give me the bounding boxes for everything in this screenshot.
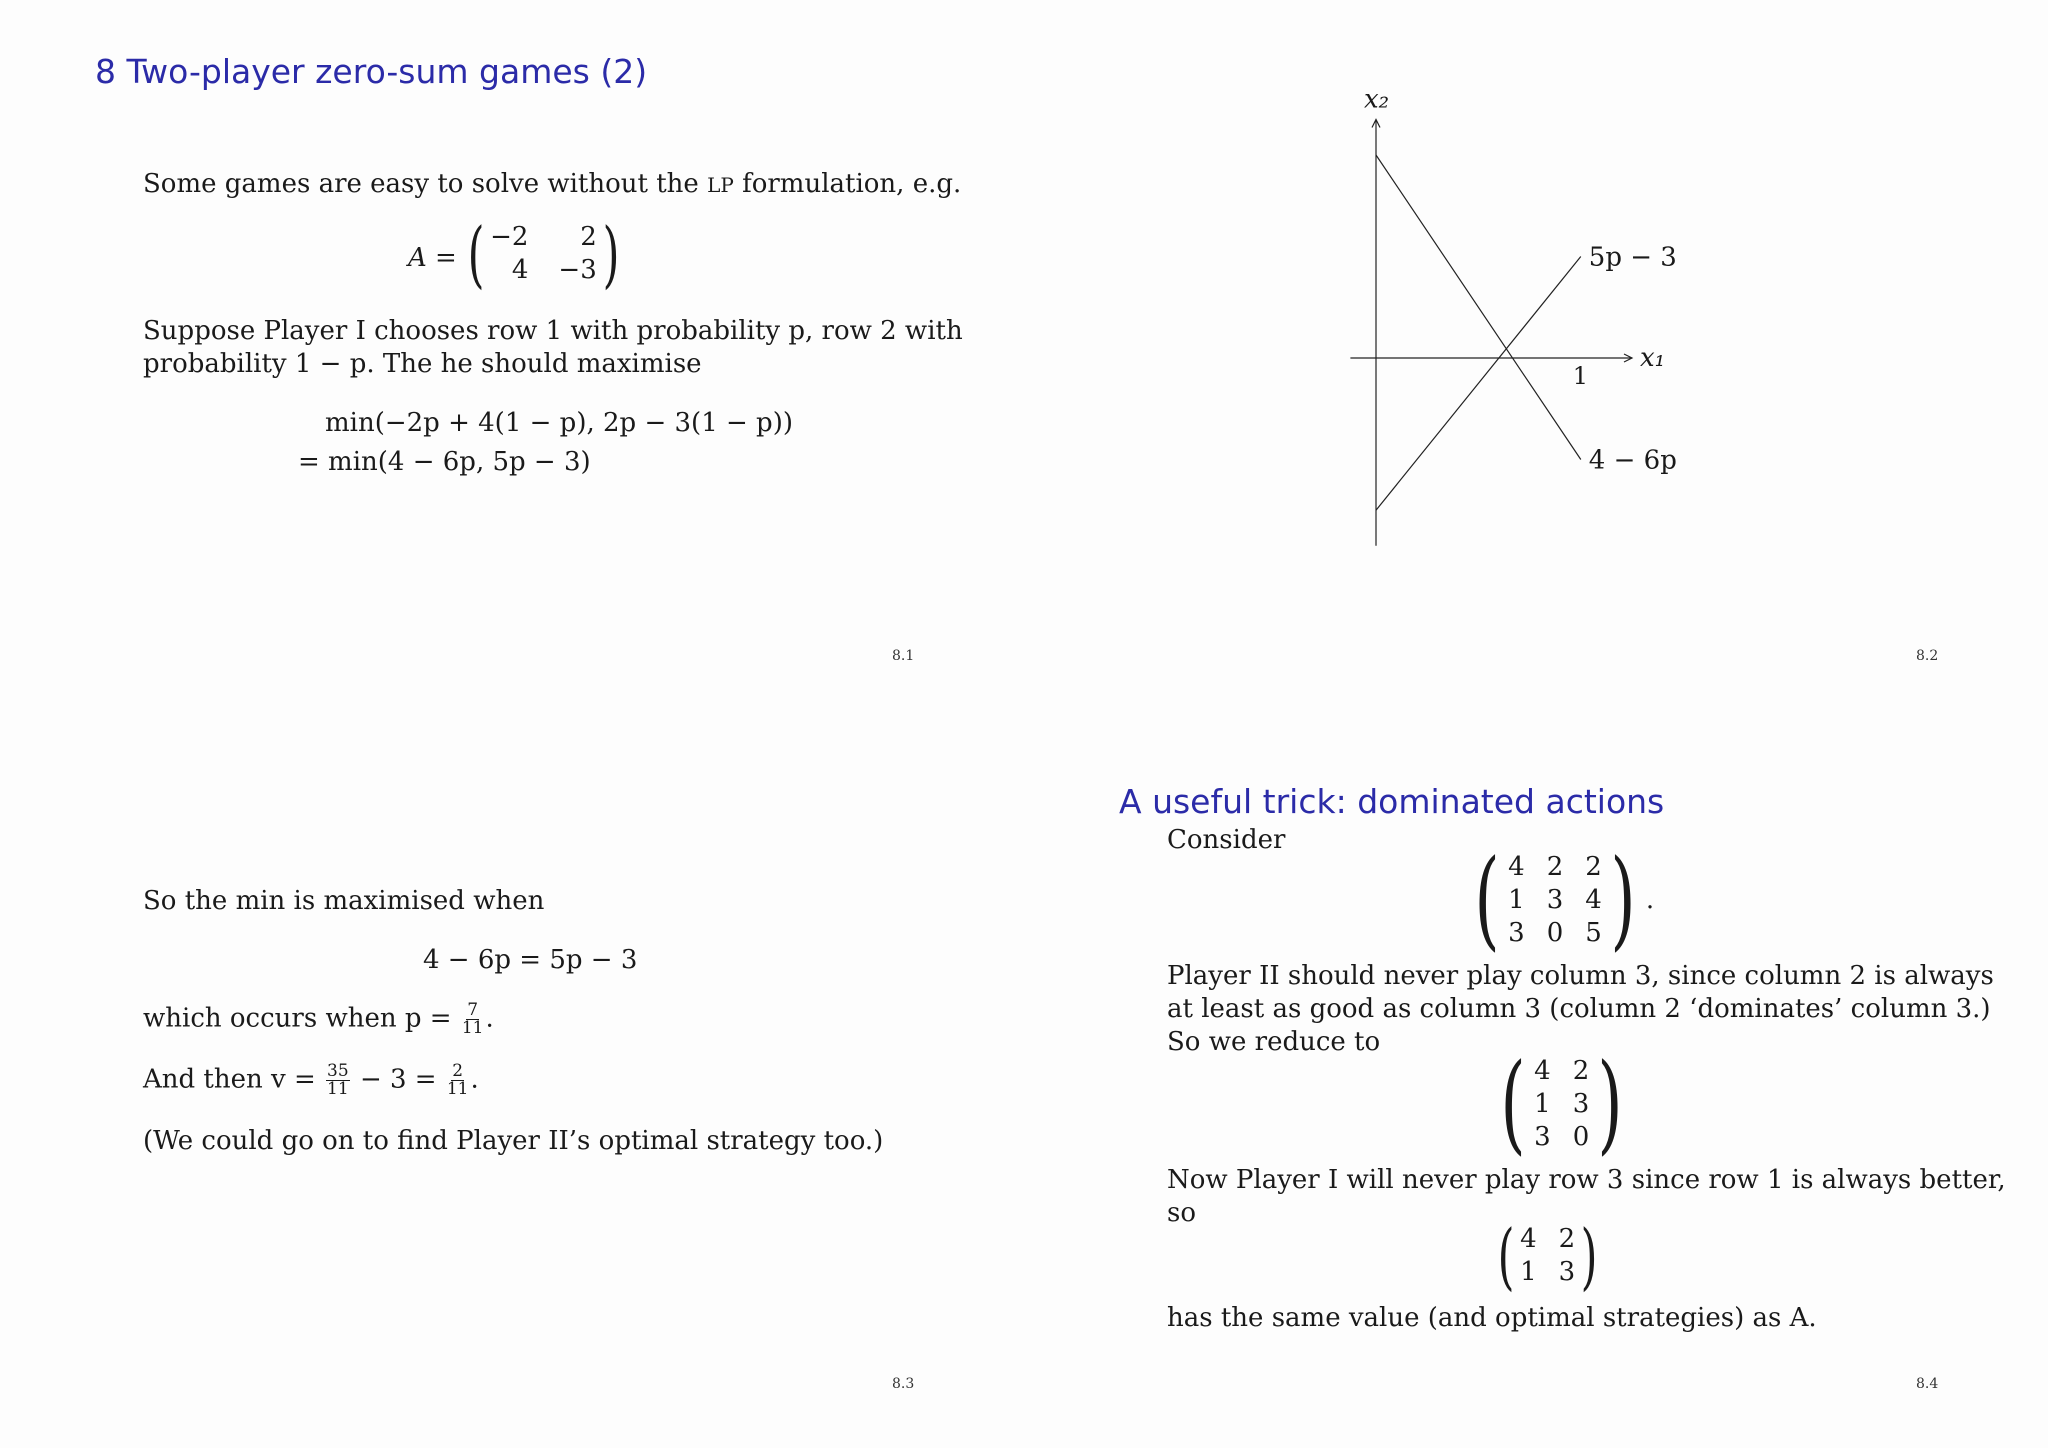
suppose-line-1: Suppose Player I chooses row 1 with probability p, row 2 with (143, 316, 963, 346)
matrix-cell: 0 (1546, 917, 1564, 948)
equation-2: = min(4 − 6p, 5p − 3) (298, 447, 591, 477)
matrix-cell: 4 (511, 255, 529, 285)
matrix-cell: 3 (1508, 917, 1525, 948)
para1-line-1: Player II should never play column 3, since column 2 is always (1167, 961, 1994, 991)
intro-a: Some games are easy to solve without the (143, 169, 708, 199)
minus-three: − 3 = (359, 1064, 437, 1095)
occurs-line: which occurs when p = $\frac{7}{11}$ . (143, 1000, 494, 1038)
matrix-cell: 4 (1508, 851, 1525, 882)
slide-8-4 (1024, 724, 2048, 1448)
matrix-a-grid (490, 221, 597, 287)
value-line: And then v = $\frac{35}{11}$ − 3 = $\frac{2}{11}$ . (143, 1061, 479, 1099)
x-tick-label: 1 (1572, 362, 1589, 390)
final-remark: (We could go on to find Player II’s optimal strategy too.) (143, 1126, 884, 1156)
left-paren: ( (1500, 1041, 1526, 1166)
matrix-cell: 0 (1572, 1121, 1590, 1152)
v-denominator: 11 (327, 1079, 349, 1099)
series-label-1: 5p − 3 (1588, 242, 1677, 273)
matrix-cell: 2 (1558, 1224, 1576, 1254)
matrix-cell: 4 (1534, 1055, 1551, 1086)
intro-text (143, 168, 961, 202)
v-fraction (326, 1063, 350, 1098)
matrix-cell: −3 (558, 255, 597, 285)
payoff-chart (1024, 0, 2048, 724)
lp-abbrev: LP (707, 173, 734, 197)
result-numerator: 2 (452, 1061, 464, 1081)
slide-title: A useful trick: dominated actions (1119, 782, 1665, 821)
matrix-2 (1492, 1041, 1631, 1166)
series-label-2: 4 − 6p (1588, 445, 1677, 476)
matrix-1 (1466, 837, 1655, 962)
left-paren: ( (1497, 1214, 1515, 1298)
matrix-cell: 1 (1520, 1257, 1537, 1287)
series-line-2 (1376, 155, 1581, 460)
para1-line-3: So we reduce to (1167, 1027, 1381, 1057)
matrix-3-grid (1520, 1223, 1575, 1289)
occurs-prefix: which occurs when p = (143, 1003, 452, 1034)
slide-8-3 (0, 724, 1024, 1448)
matrix-cell: 3 (1558, 1257, 1576, 1287)
p-numerator: 7 (467, 1000, 479, 1020)
matrix-2-grid (1534, 1055, 1589, 1154)
matrix-cell: 2 (580, 222, 597, 252)
matrix-cell: 1 (1508, 884, 1525, 915)
min-maximised-text: So the min is maximised when (143, 886, 545, 916)
right-paren: ) (1597, 1041, 1623, 1166)
v-numerator: 35 (327, 1061, 349, 1081)
page-number: 8.1 (892, 648, 915, 664)
matrix-cell: 2 (1572, 1055, 1590, 1086)
matrix-cell: 3 (1534, 1121, 1551, 1152)
p-fraction (462, 1002, 484, 1037)
p-denominator: 11 (461, 1018, 484, 1038)
matrix-cell: 3 (1546, 884, 1564, 915)
para1-line-2: at least as good as column 3 (column 2 ‘dominates’ column 3.) (1167, 994, 1991, 1024)
matrix-cell: 2 (1585, 851, 1602, 882)
left-paren: ( (1474, 837, 1500, 962)
suppose-line-2: probability 1 − p. The he should maximise (143, 349, 702, 379)
left-paren: ( (467, 212, 485, 296)
matrix-cell: 2 (1546, 851, 1564, 882)
matrix-cell: 3 (1572, 1088, 1590, 1119)
page-number: 8.2 (1916, 648, 1939, 664)
matrix-period: . (1645, 885, 1655, 915)
final-text: has the same value (and optimal strategies) as A. (1167, 1303, 1817, 1333)
slide-8-1 (0, 0, 1024, 724)
matrix-cell: −2 (490, 222, 529, 252)
matrix-cell: 5 (1585, 917, 1602, 948)
right-paren: ) (602, 212, 620, 296)
page-number: 8.3 (892, 1376, 915, 1392)
intro-b: formulation, e.g. (733, 169, 962, 199)
slide-title: 8 Two-player zero-sum games (2) (95, 52, 648, 91)
result-denominator: 11 (446, 1079, 469, 1099)
series-line-1 (1376, 257, 1581, 511)
matrix-cell: 4 (1520, 1224, 1537, 1254)
y-axis-label: x₂ (1364, 84, 1390, 115)
matrix-a (462, 212, 625, 296)
right-paren: ) (1580, 1214, 1598, 1298)
matrix-3 (1492, 1214, 1603, 1298)
page-number: 8.4 (1916, 1376, 1939, 1392)
right-paren: ) (1610, 837, 1636, 962)
matrix-a-label: A = (408, 243, 457, 273)
slide-8-2 (1024, 0, 2048, 724)
matrix-cell: 4 (1585, 884, 1602, 915)
result-fraction (447, 1063, 469, 1098)
matrix-cell: 1 (1534, 1088, 1551, 1119)
para2-line-1: Now Player I will never play row 3 since row 1 is always better, (1167, 1165, 2006, 1195)
x-axis-label: x₁ (1640, 343, 1666, 373)
equality-equation: 4 − 6p = 5p − 3 (423, 945, 638, 975)
matrix-1-grid (1508, 851, 1602, 950)
consider-text: Consider (1167, 825, 1286, 855)
then-prefix: And then v = (143, 1064, 316, 1095)
equation-1: min(−2p + 4(1 − p), 2p − 3(1 − p)) (325, 408, 793, 438)
para2-line-2: so (1167, 1198, 1196, 1228)
